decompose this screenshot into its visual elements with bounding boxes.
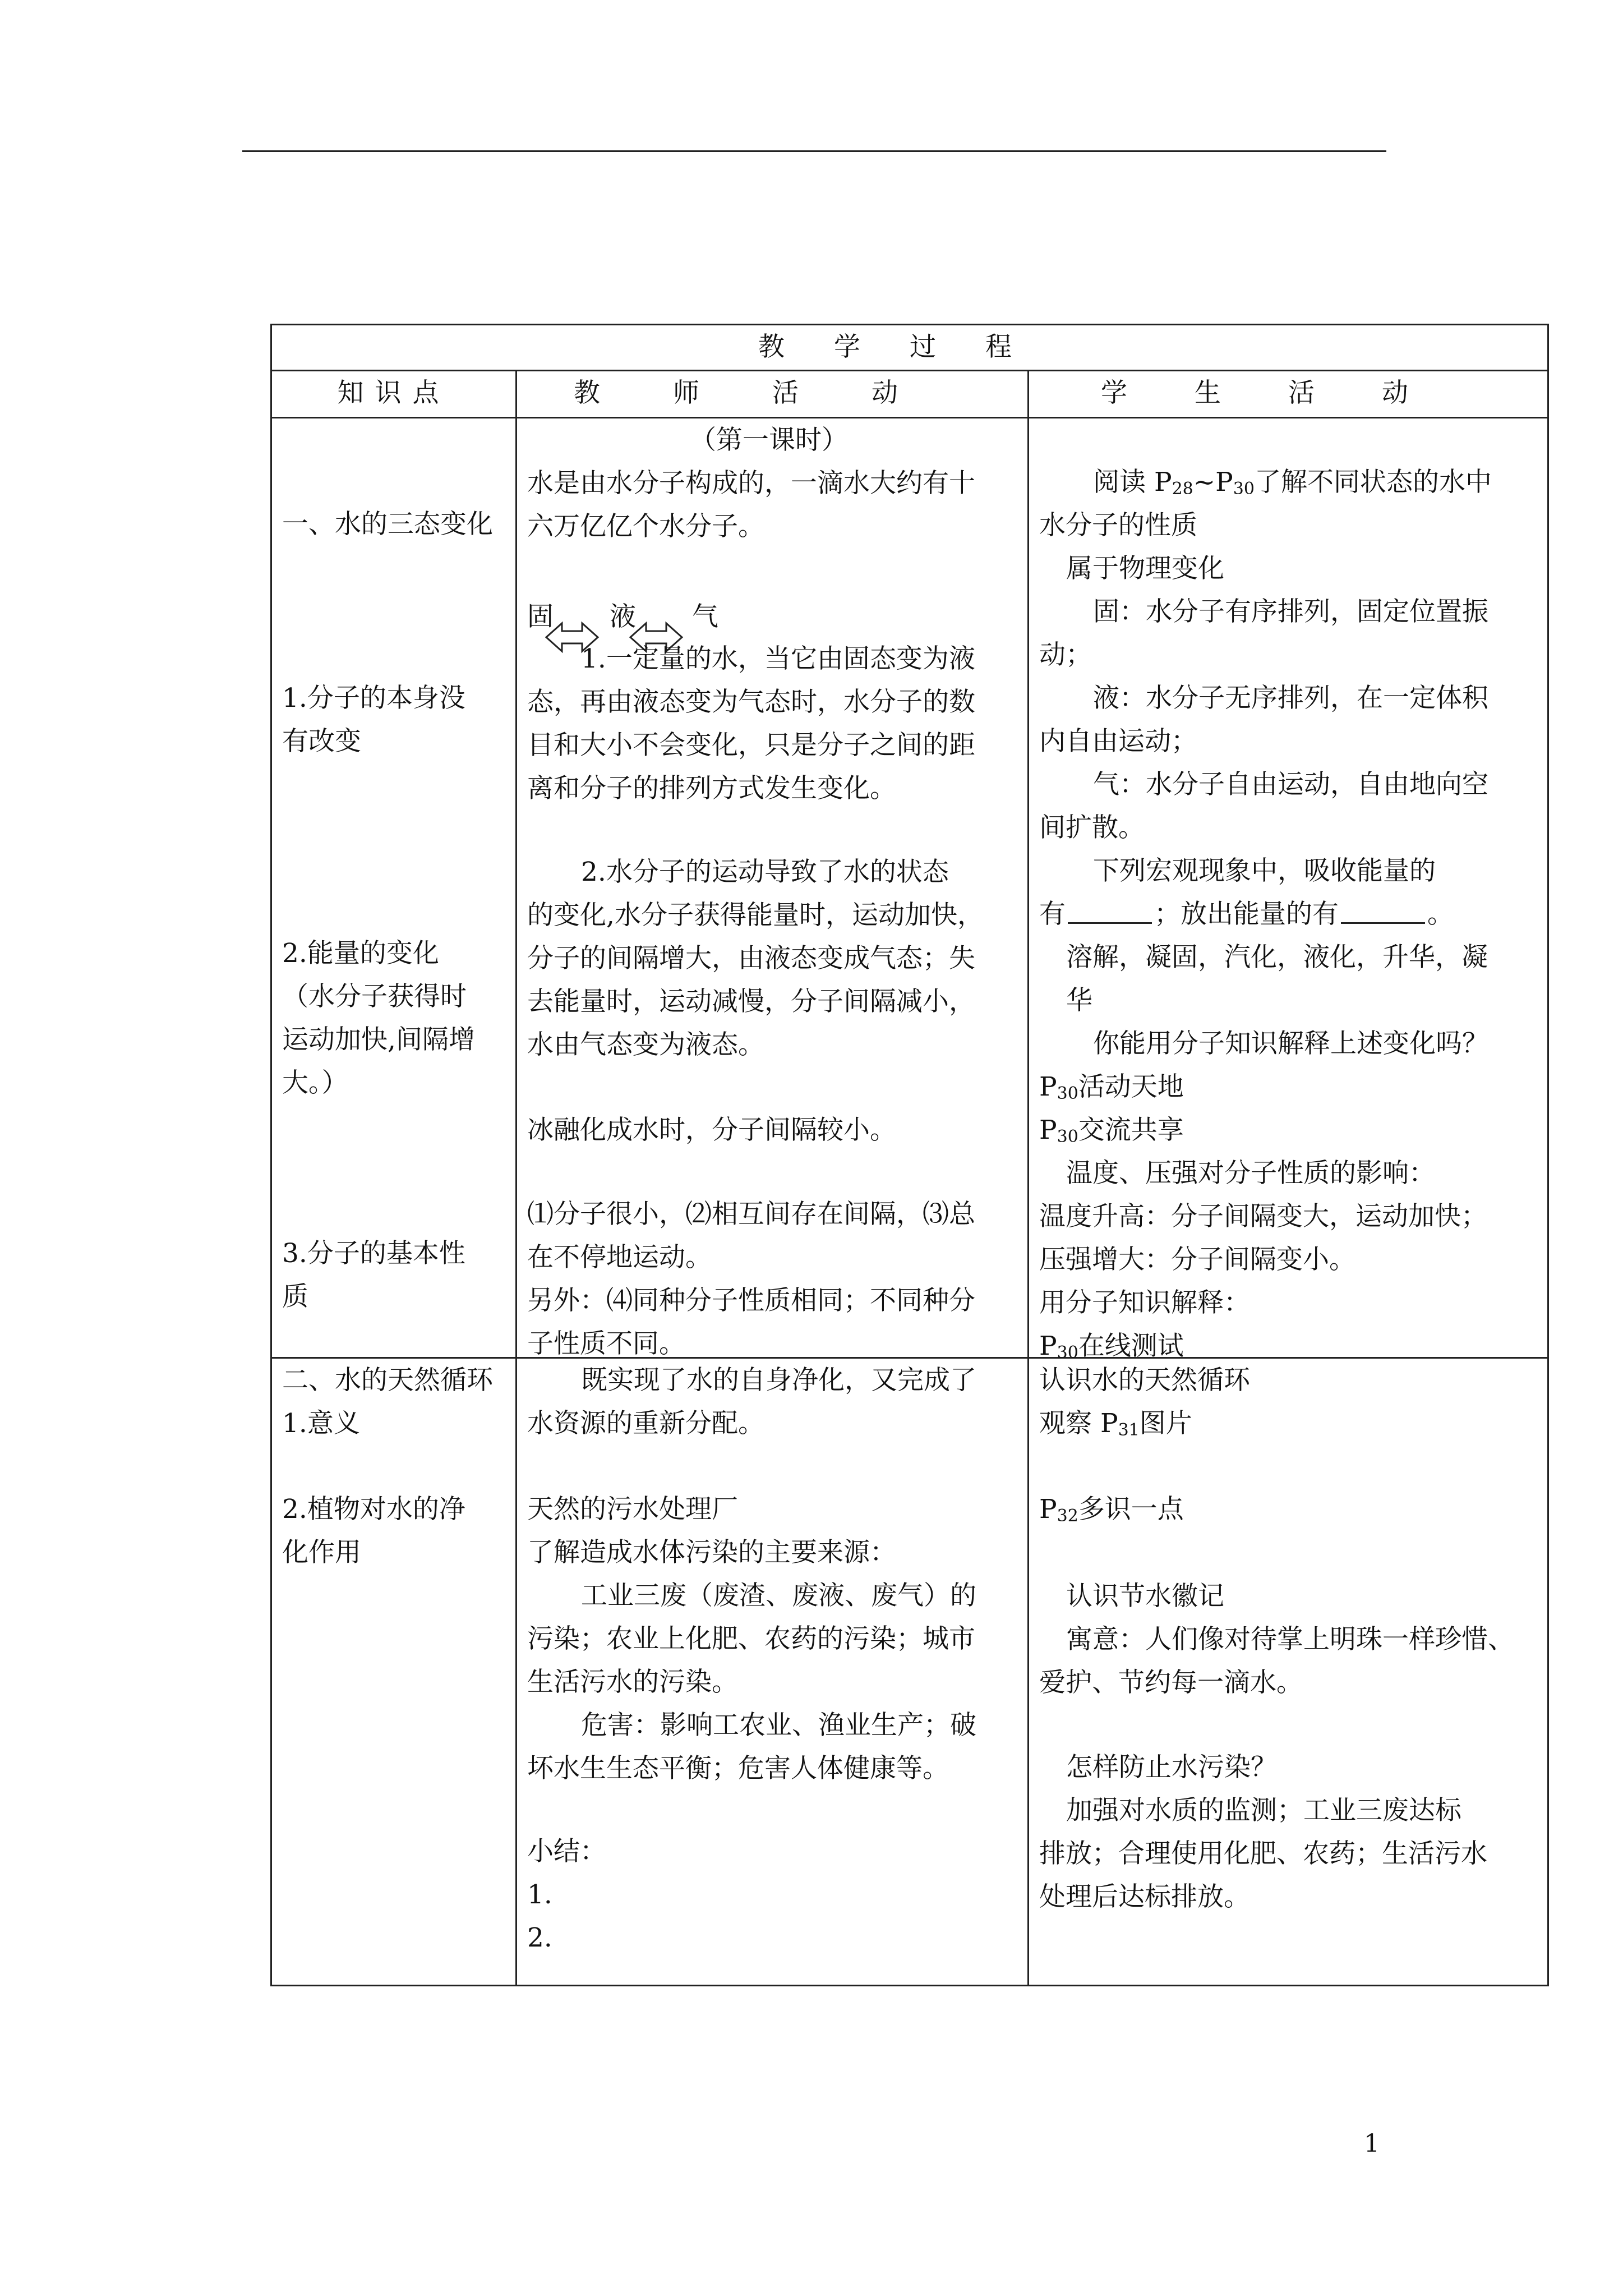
answer-blank (1068, 898, 1152, 924)
header-teacher: 教师活动 (517, 371, 1029, 418)
teacher-text: 在不停地运动。 (527, 1242, 712, 1273)
header-knowledge: 知识点 (271, 371, 517, 418)
student-text: 固：水分子有序排列，固定位置振 (1093, 596, 1488, 627)
student-text: 有 ；放出能量的有 。 (1039, 899, 1454, 930)
teacher-text: 离和分子的排列方式发生变化。 (527, 773, 896, 804)
knowledge-item: 1.意义 (282, 1408, 360, 1439)
knowledge-item: 一、水的三态变化 (282, 509, 493, 540)
knowledge-item: 有改变 (282, 726, 361, 757)
knowledge-item: 二、水的天然循环 (282, 1365, 493, 1396)
teacher-text: 既实现了水的自身净化，又完成了 (581, 1365, 976, 1396)
knowledge-item: 大。） (282, 1068, 348, 1098)
table-title: 教学过程 (271, 325, 1548, 371)
teacher-text: 危害：影响工农业、渔业生产；破 (581, 1710, 976, 1741)
teacher-text: 水是由水分子构成的，一滴水大约有十 (527, 468, 975, 499)
student-text: 爱护、节约每一滴水。 (1039, 1667, 1303, 1698)
teacher-text: 目和大小不会变化，只是分子之间的距 (527, 730, 975, 761)
student-text: 液：水分子无序排列，在一定体积 (1093, 683, 1488, 714)
student-text: 属于物理变化 (1066, 553, 1224, 584)
student-text: 内自由运动； (1039, 726, 1197, 757)
knowledge-item: 3.分子的基本性 (282, 1238, 465, 1269)
student-text: $P_{30}$在线测试 (1039, 1331, 1184, 1363)
knowledge-item: 化作用 (282, 1537, 361, 1568)
teacher-text: 污染；农业上化肥、农药的污染；城市 (527, 1623, 975, 1654)
student-text: 处理后达标排放。 (1039, 1881, 1250, 1912)
section1-teacher-cell (517, 418, 1029, 1358)
student-text: $P_{30}$活动天地 (1039, 1071, 1184, 1103)
state-liquid: 液 (609, 601, 636, 632)
teacher-text: 态，再由液态变为气态时，水分子的数 (527, 687, 975, 717)
section2-student-cell (1029, 1358, 1548, 1986)
student-text: 下列宏观现象中，吸收能量的 (1093, 855, 1436, 886)
student-text: 阅读 $P_{28}\sim P_{30}$了解不同状态的水中 (1093, 467, 1492, 499)
knowledge-item: 1.分子的本身没 (282, 683, 465, 714)
knowledge-item: 质 (282, 1281, 308, 1312)
teacher-text: 去能量时，运动减慢，分子间隔减小， (527, 986, 975, 1017)
student-text: 气：水分子自由运动，自由地向空 (1093, 769, 1488, 800)
teacher-text: ⑴分子很小，⑵相互间存在间隔，⑶总 (527, 1199, 975, 1230)
section2-teacher-cell (517, 1358, 1029, 1986)
period-label: （第一课时） (690, 425, 848, 455)
knowledge-item: （水分子获得时 (282, 981, 467, 1012)
student-text: 溶解，凝固，汽化，液化，升华，凝 (1066, 942, 1488, 973)
summary-item: 2. (527, 1922, 552, 1953)
state-solid: 固 (527, 601, 554, 632)
knowledge-item: 2.能量的变化 (282, 938, 439, 969)
student-text: 用分子知识解释： (1039, 1287, 1250, 1318)
teacher-text: 冰融化成水时，分子间隔较小。 (527, 1115, 896, 1145)
teacher-text: 六万亿亿个水分子。 (527, 511, 764, 542)
teacher-text: 2.水分子的运动导致了水的状态 (581, 857, 949, 887)
teacher-text: 水资源的重新分配。 (527, 1408, 764, 1439)
teacher-text: 生活污水的污染。 (527, 1667, 738, 1697)
student-text: 华 (1066, 985, 1092, 1016)
teacher-text: 1.一定量的水，当它由固态变为液 (581, 643, 975, 674)
student-text: 加强对水质的监测；工业三废达标 (1066, 1795, 1461, 1826)
student-text: 温度升高：分子间隔变大，运动加快； (1039, 1201, 1487, 1232)
student-text: 你能用分子知识解释上述变化吗？ (1093, 1028, 1488, 1059)
teacher-text: 坏水生生态平衡；危害人体健康等。 (527, 1753, 949, 1784)
state-gas: 气 (691, 601, 718, 632)
header-rule (242, 150, 1386, 152)
knowledge-item: 运动加快,间隔增 (282, 1024, 475, 1055)
student-text: $P_{30}$交流共享 (1039, 1115, 1184, 1147)
student-text: 压强增大：分子间隔变小。 (1039, 1244, 1355, 1275)
summary-item: 1. (527, 1879, 552, 1910)
section2-knowledge-cell (271, 1358, 517, 1986)
student-text: 动； (1039, 639, 1092, 670)
summary-label: 小结： (527, 1836, 606, 1867)
student-text: 怎样防止水污染？ (1066, 1752, 1277, 1783)
student-text: 温度、压强对分子性质的影响： (1066, 1158, 1435, 1189)
teacher-text: 子性质不同。 (527, 1328, 685, 1359)
teaching-process-table (270, 324, 1549, 1986)
teacher-text: 的变化,水分子获得能量时，运动加快， (527, 900, 984, 931)
teacher-text: 水由气态变为液态。 (527, 1029, 764, 1060)
header-student: 学生活动 (1029, 371, 1548, 418)
teacher-text: 天然的污水处理厂 (527, 1494, 738, 1525)
student-text: 水分子的性质 (1039, 510, 1197, 541)
student-text: 排放；合理使用化肥、农药；生活污水 (1039, 1838, 1487, 1869)
answer-blank (1341, 898, 1425, 924)
student-text: 寓意：人们像对待掌上明珠一样珍惜、 (1066, 1624, 1514, 1655)
student-text: 观察 $P_{31}$图片 (1039, 1408, 1192, 1440)
page-number: 1 (1364, 2129, 1380, 2158)
student-text: 认识水的天然循环 (1039, 1365, 1250, 1396)
student-text: $P_{32}$多识一点 (1039, 1494, 1184, 1526)
teacher-text: 工业三废（废渣、废液、废气）的 (581, 1580, 976, 1611)
knowledge-item: 2.植物对水的净 (282, 1494, 465, 1525)
section1-student-cell (1029, 418, 1548, 1363)
teacher-text: 另外：⑷同种分子性质相同；不同种分 (527, 1285, 975, 1316)
teacher-text: 了解造成水体污染的主要来源： (527, 1537, 896, 1568)
teacher-text: 分子的间隔增大，由液态变成气态；失 (527, 943, 975, 974)
section1-knowledge-cell (271, 418, 517, 1358)
student-text: 认识节水徽记 (1066, 1581, 1224, 1612)
student-text: 间扩散。 (1039, 812, 1145, 843)
